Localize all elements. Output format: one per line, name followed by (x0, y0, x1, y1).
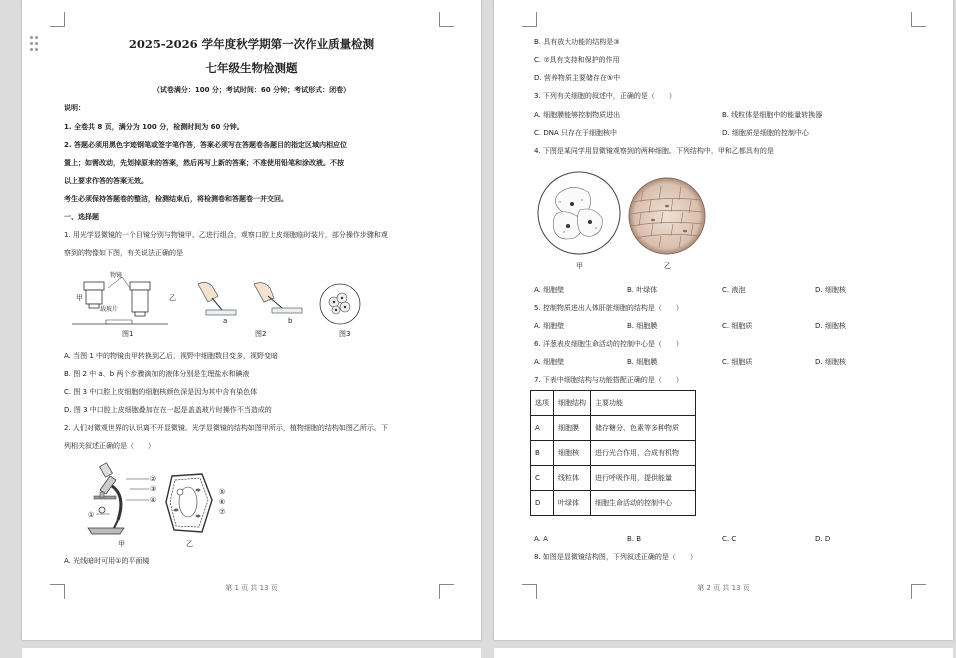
table-header: 选项 (531, 391, 554, 416)
figure-3-caption: 图3 (339, 330, 351, 338)
crop-mark (911, 12, 926, 27)
q6-option-d: D. 细胞核 (815, 358, 846, 366)
q5-option-c: C. 细胞质 (722, 322, 753, 330)
q6-option-a: A. 细胞壁 (534, 358, 565, 366)
next-page-edge (494, 648, 953, 658)
question-6: 6. 洋葱表皮细胞生命活动的控制中心是（ ） (534, 340, 683, 348)
table-cell: 细胞生命活动的控制中心 (591, 491, 696, 516)
q2-option-d: D. 营养物质主要储存在⑤中 (534, 74, 621, 82)
note-1: 1. 全卷共 8 页，满分为 100 分，检测时间为 60 分钟。 (64, 123, 244, 131)
label-jia: 甲 (118, 540, 125, 548)
label-1: ② (150, 475, 157, 483)
crop-mark (439, 12, 454, 27)
label-1: ① (88, 511, 95, 519)
page-1 (22, 0, 481, 640)
note-3: 考生必须保持答题卷的整洁，检测结束后，将检测卷和答题卷一并交回。 (64, 195, 288, 203)
table-header-row (531, 391, 696, 416)
table-cell: D (531, 491, 554, 516)
label-3: ③ (150, 485, 157, 493)
q3-option-a: A. 细胞膜能够控制物质进出 (534, 111, 621, 119)
q7-option-c: C. C (722, 535, 737, 543)
q2-option-c: C. ⑦具有支持和保护的作用 (534, 56, 620, 64)
q1-option-b: B. 图 2 中 a、b 两个步骤滴加的液体分别是生理盐水和碘液 (64, 370, 250, 378)
q7-option-b: B. B (627, 535, 642, 543)
q6-option-b: B. 细胞膜 (627, 358, 658, 366)
section-heading: 一、选择题 (64, 213, 99, 221)
exam-title: 2025-2026 学年度秋学期第一次作业质量检测 (128, 37, 375, 51)
table-header: 主要功能 (591, 391, 696, 416)
note-2: 2. 答题必须用黑色字迹钢笔或签字笔作答，答案必须写在答题卷各题目的指定区域内相应位 (64, 141, 347, 149)
table-cell: 进行呼吸作用，提供能量 (591, 466, 696, 491)
question-2: 列相关叙述正确的是（ ） (64, 442, 155, 450)
label-5: ⑤ (219, 488, 226, 496)
figure-animal-cells (536, 170, 622, 256)
q7-option-a: A. A (534, 535, 548, 543)
q7-table (530, 390, 696, 516)
page-footer: 第 2 页 共 13 页 (697, 584, 750, 592)
figure-1-caption: 图1 (122, 330, 134, 338)
q3-option-b: B. 线粒体是细胞中的能量转换器 (722, 111, 823, 119)
figure-2-caption: 图2 (255, 330, 267, 338)
label-4: ④ (150, 496, 157, 504)
leader-lines (96, 474, 152, 516)
page-2 (494, 0, 953, 640)
page-footer: 第 1 页 共 13 页 (225, 584, 278, 592)
table-row (531, 466, 696, 491)
label-yi: 乙 (186, 540, 193, 548)
q6-option-c: C. 细胞质 (722, 358, 753, 366)
label-cell-yi: 乙 (664, 262, 671, 270)
question-4: 4. 下图是某同学用显微镜观察到的两种细胞。下列结构中，甲和乙都具有的是 (534, 147, 774, 155)
figure-plant-cells (627, 176, 707, 256)
q2-option-b: B. 具有放大功能的结构是③ (534, 38, 620, 46)
table-cell: 线粒体 (554, 466, 591, 491)
label-step-a: a (223, 317, 228, 325)
next-page-edge (22, 648, 481, 658)
table-cell: B (531, 441, 554, 466)
notes-label: 说明： (64, 104, 85, 112)
label-6: ⑥ (219, 498, 226, 506)
crop-mark (522, 12, 537, 27)
q4-option-b: B. 叶绿体 (627, 286, 658, 294)
figure-plant-cell (162, 470, 216, 536)
question-1: 察到的物像如下图，有关说法正确的是 (64, 249, 183, 257)
crop-mark (50, 12, 65, 27)
figure-staining-steps (192, 280, 312, 324)
label-jia: 甲 (76, 294, 83, 302)
note-2: 置上；如需改动，先划掉原来的答案，然后再写上新的答案；不准使用铅笔和涂改液。不按 (64, 159, 344, 167)
q4-option-d: D. 细胞核 (815, 286, 846, 294)
question-8: 8. 如图是显微镜结构图，下列叙述正确的是（ ） (534, 553, 697, 561)
exam-info: （试卷满分：100 分；考试时间：60 分钟；考试形式：闭卷） (152, 86, 351, 94)
question-7: 7. 下表中细胞结构与功能搭配正确的是（ ） (534, 376, 683, 384)
table-cell: 细胞核 (554, 441, 591, 466)
label-slide: 载玻片 (100, 306, 119, 313)
q3-option-d: D. 细胞质是细胞的控制中心 (722, 129, 809, 137)
table-row (531, 441, 696, 466)
q4-option-a: A. 细胞壁 (534, 286, 565, 294)
label-step-b: b (288, 317, 293, 325)
q2-option-a: A. 光线暗时可用①的平面镜 (64, 557, 150, 565)
q1-option-a: A. 当图 1 中的物镜由甲转换到乙后，视野中细胞数目变多，视野变暗 (64, 352, 279, 360)
note-2: 以上要求作答的答案无效。 (64, 177, 148, 185)
figure-field-of-view (318, 282, 362, 326)
table-header: 细胞结构 (554, 391, 591, 416)
table-cell: 叶绿体 (554, 491, 591, 516)
q3-option-c: C. DNA 只存在于细胞核中 (534, 129, 617, 137)
q5-option-b: B. 细胞膜 (627, 322, 658, 330)
q5-option-a: A. 细胞壁 (534, 322, 565, 330)
q5-option-d: D. 细胞核 (815, 322, 846, 330)
label-objective: 物镜 (110, 272, 123, 279)
table-cell: 储存糖分、色素等多种物质 (591, 416, 696, 441)
q1-option-c: C. 图 3 中口腔上皮细胞的细胞核颜色深是因为其中含有染色体 (64, 388, 258, 396)
table-row (531, 491, 696, 516)
q1-option-d: D. 图 3 中口腔上皮细胞叠加在在一起是盖盖玻片时操作不当造成的 (64, 406, 272, 414)
question-2: 2. 人们对微观世界的认识离不开显微镜。光学显微镜的结构如图甲所示，植物细胞的结构如图乙所示。下 (64, 424, 388, 432)
table-row (531, 416, 696, 441)
exam-subtitle: 七年级生物检测题 (205, 61, 298, 75)
table-cell: A (531, 416, 554, 441)
question-1: 1. 用光学显微镜的一个目镜分别与物镜甲、乙进行组合，观察口腔上皮细胞临时装片，部分操作步骤和观 (64, 231, 388, 239)
q4-option-c: C. 液泡 (722, 286, 746, 294)
label-7: ⑦ (219, 508, 226, 516)
table-cell: 进行光合作用，合成有机物 (591, 441, 696, 466)
question-5: 5. 控制物质进出人体肝脏细胞的结构是（ ） (534, 304, 683, 312)
table-cell: 细胞膜 (554, 416, 591, 441)
label-yi: 乙 (169, 294, 176, 302)
question-3: 3. 下列有关细胞的叙述中，正确的是（ ） (534, 92, 676, 100)
q7-option-d: D. D (815, 535, 831, 543)
label-cell-jia: 甲 (576, 262, 583, 270)
table-cell: C (531, 466, 554, 491)
